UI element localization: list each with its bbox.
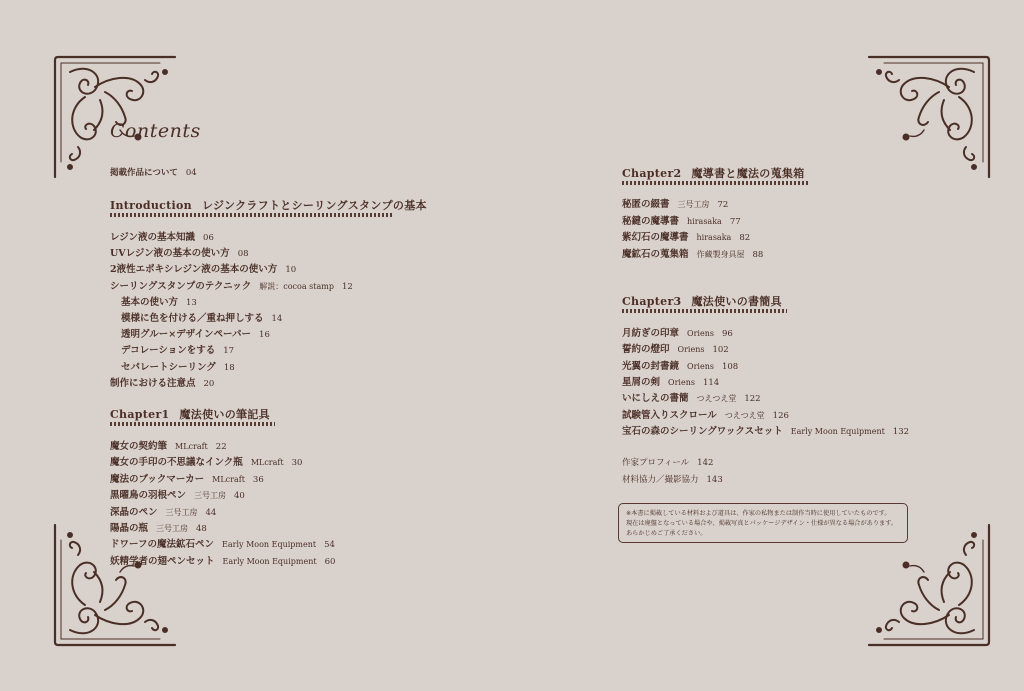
toc-entry-page: 82 <box>739 233 751 243</box>
toc-entry[interactable] <box>110 487 245 501</box>
toc-entry-author: Oriens <box>687 329 714 338</box>
toc-entry-page: 126 <box>772 410 789 421</box>
toc-entry-author: Early Moon Equipment <box>222 540 317 550</box>
toc-entry[interactable] <box>110 229 214 243</box>
toc-entry-label: 妖精学者の翅ペンセット <box>110 555 215 567</box>
toc-entry-label: 星屑の剣 <box>622 376 661 388</box>
toc-entry[interactable] <box>110 438 227 452</box>
toc-entry-page: 77 <box>729 216 741 227</box>
toc-entry-page: 44 <box>205 507 217 518</box>
toc-entry[interactable] <box>110 471 264 485</box>
toc-entry-label: 深晶のペン <box>110 506 158 518</box>
note-line: ※本書に掲載している材料および道具は、作家の私物または制作当時に使用していたものです。 <box>626 510 891 517</box>
toc-entry[interactable] <box>622 229 750 243</box>
toc-entry-label: いにしえの書簡 <box>622 393 689 405</box>
toc-entry[interactable] <box>110 326 270 340</box>
toc-entry-label: 材料協力／撮影協力 <box>622 474 699 485</box>
heading-rule <box>622 181 808 185</box>
toc-entry-author: 三号工房 <box>165 507 198 517</box>
note-line: あらかじめご了承ください。 <box>626 530 707 537</box>
corner-flourish-icon <box>50 52 180 182</box>
toc-entry-author: 三号工房 <box>156 524 189 533</box>
toc-entry-page: 08 <box>237 249 249 260</box>
toc-entry[interactable] <box>622 325 733 339</box>
toc-entry[interactable] <box>622 358 738 372</box>
toc-entry-label: UVレジン液の基本の使い方 <box>110 248 230 260</box>
toc-entry-label: 制作における注意点 <box>110 377 196 389</box>
toc-entry-author: 解説：cocoa stamp <box>259 281 334 291</box>
toc-entry-label: シーリングスタンプのテクニック <box>110 280 252 292</box>
toc-entry[interactable] <box>110 536 335 550</box>
toc-entry[interactable] <box>622 374 719 388</box>
toc-entry-page: 10 <box>285 265 297 276</box>
toc-entry-label: 模様に色を付ける／重ね押しする <box>121 313 264 324</box>
toc-entry-page: 114 <box>702 377 720 388</box>
toc-entry-author: Oriens <box>677 345 705 355</box>
toc-entry-label: 紫幻石の魔導書 <box>622 232 689 243</box>
section-heading-chapter1: Chapter1 魔法使いの筆記具 <box>110 408 270 421</box>
toc-entry[interactable] <box>622 473 723 485</box>
toc-entry[interactable]: 掲載作品について 04 <box>110 168 197 178</box>
toc-entry-author: 三号工房 <box>194 491 227 501</box>
toc-entry-label: 月紡ぎの印章 <box>622 328 680 339</box>
toc-entry[interactable] <box>110 553 335 567</box>
toc-entry-page: 16 <box>259 330 270 341</box>
toc-entry-page: 13 <box>186 297 197 308</box>
toc-entry-author: MLcraft <box>212 474 245 484</box>
toc-entry-page: 18 <box>223 362 235 373</box>
toc-entry-label: 2液性エポキシレジン液の基本の使い方 <box>110 264 278 276</box>
toc-entry-label: 透明グルー×デザインペーパー <box>121 329 252 341</box>
note-line: 現在は廃盤となっている場合や、掲載写真とパッケージデザイン・仕様が異なる場合があります。 <box>626 520 898 527</box>
toc-entry-page: 06 <box>203 233 214 243</box>
contents-title: Contents <box>110 120 201 142</box>
toc-entry-author: つえつえ堂 <box>696 394 737 404</box>
toc-entry-label: 作家プロフィール <box>622 458 690 468</box>
toc-entry-page: 102 <box>712 345 729 356</box>
heading-rule <box>110 213 394 217</box>
corner-flourish-icon <box>864 52 994 182</box>
toc-entry-page: 54 <box>324 540 335 551</box>
toc-entry[interactable] <box>622 196 728 210</box>
toc-entry[interactable] <box>110 261 296 275</box>
toc-entry-label: 魔女の契約筆 <box>110 441 168 452</box>
toc-entry-page: 22 <box>215 442 227 452</box>
toc-entry-label: デコレーションをする <box>121 345 216 357</box>
toc-entry[interactable] <box>110 310 282 324</box>
toc-entry-page: 96 <box>721 329 733 339</box>
toc-entry-label: 誓約の燈印 <box>622 344 670 356</box>
toc-entry-author: Oriens <box>687 361 714 371</box>
toc-entry-page: 108 <box>721 361 739 372</box>
toc-entry-label: 魔鉱石の蒐集箱 <box>622 248 689 260</box>
toc-entry[interactable] <box>110 520 207 534</box>
toc-entry-label: 基本の使い方 <box>121 296 179 308</box>
toc-entry[interactable] <box>622 423 909 437</box>
toc-entry-page: 88 <box>752 249 764 260</box>
disclaimer-note <box>618 503 908 543</box>
toc-entry-page: 132 <box>892 426 910 437</box>
toc-entry-page: 48 <box>196 524 207 534</box>
toc-entry-author: Early Moon Equipment <box>222 556 317 566</box>
toc-entry[interactable] <box>622 456 713 468</box>
toc-entry-page: 20 <box>203 378 215 389</box>
toc-entry-label: 宝石の森のシーリングワックスセット <box>622 425 783 437</box>
toc-entry-author: MLcraft <box>175 442 208 451</box>
toc-entry-label: 秘匿の綴書 <box>622 199 670 210</box>
toc-entry-page: 14 <box>271 314 283 324</box>
section-heading-introduction: Introduction レジンクラフトとシーリングスタンプの基本 <box>110 199 427 212</box>
toc-entry-page: 143 <box>706 474 723 485</box>
toc-entry-page: 30 <box>291 458 303 469</box>
toc-entry[interactable] <box>622 407 789 421</box>
toc-entry-page: 60 <box>324 556 336 567</box>
toc-entry-author: Oriens <box>668 377 695 387</box>
toc-entry-page: 72 <box>717 200 729 210</box>
toc-entry-author: Early Moon Equipment <box>790 426 885 436</box>
toc-entry-page: 36 <box>252 474 264 485</box>
toc-entry-label: 光翼の封書鏡 <box>622 360 680 372</box>
toc-entry[interactable] <box>622 246 763 260</box>
toc-entry-label: ドワーフの魔法鉱石ペン <box>110 539 215 551</box>
toc-entry[interactable] <box>622 213 741 227</box>
toc-entry[interactable] <box>110 278 353 292</box>
toc-entry-page: 142 <box>697 458 714 468</box>
toc-entry-page: 12 <box>341 281 353 292</box>
toc-entry-label: 魔女の手印の不思議なインク瓶 <box>110 457 243 469</box>
toc-entry-author: MLcraft <box>250 458 284 468</box>
toc-entry[interactable] <box>622 341 729 355</box>
toc-entry-label: セパレートシーリング <box>121 361 216 373</box>
heading-rule <box>110 422 275 426</box>
right-page <box>512 0 1024 691</box>
toc-entry-author: 作藏製身具屋 <box>696 249 745 259</box>
toc-entry-author: つえつえ堂 <box>724 410 765 420</box>
toc-entry-page: 122 <box>744 394 761 405</box>
toc-entry-author: hirasaka <box>696 233 732 242</box>
toc-entry-label: 魔法のブックマーカー <box>110 473 205 485</box>
toc-entry-label: 試験管入りスクロール <box>622 409 717 421</box>
toc-entry[interactable] <box>110 245 249 259</box>
section-heading-chapter3: Chapter3 魔法使いの書簡具 <box>622 295 782 308</box>
toc-entry[interactable] <box>110 454 302 468</box>
toc-entry[interactable] <box>110 342 234 356</box>
section-heading-chapter2: Chapter2 魔導書と魔法の蒐集箱 <box>622 167 805 180</box>
toc-entry[interactable] <box>110 294 197 308</box>
toc-entry-page: 40 <box>234 491 245 502</box>
toc-entry[interactable] <box>110 375 214 389</box>
toc-entry-label: 黒曜鳥の羽根ペン <box>110 490 187 502</box>
toc-entry-label: 陽晶の瓶 <box>110 523 149 534</box>
toc-entry-label: 秘鍵の魔導書 <box>622 215 680 227</box>
toc-entry-author: 三号工房 <box>677 200 710 209</box>
toc-entry[interactable] <box>622 390 761 404</box>
toc-entry[interactable] <box>110 504 216 518</box>
toc-entry-label: レジン液の基本知識 <box>110 232 196 243</box>
toc-entry-page: 17 <box>223 346 235 357</box>
toc-entry[interactable] <box>110 359 235 373</box>
toc-entry-author: hirasaka <box>687 216 722 226</box>
heading-rule <box>622 309 787 313</box>
